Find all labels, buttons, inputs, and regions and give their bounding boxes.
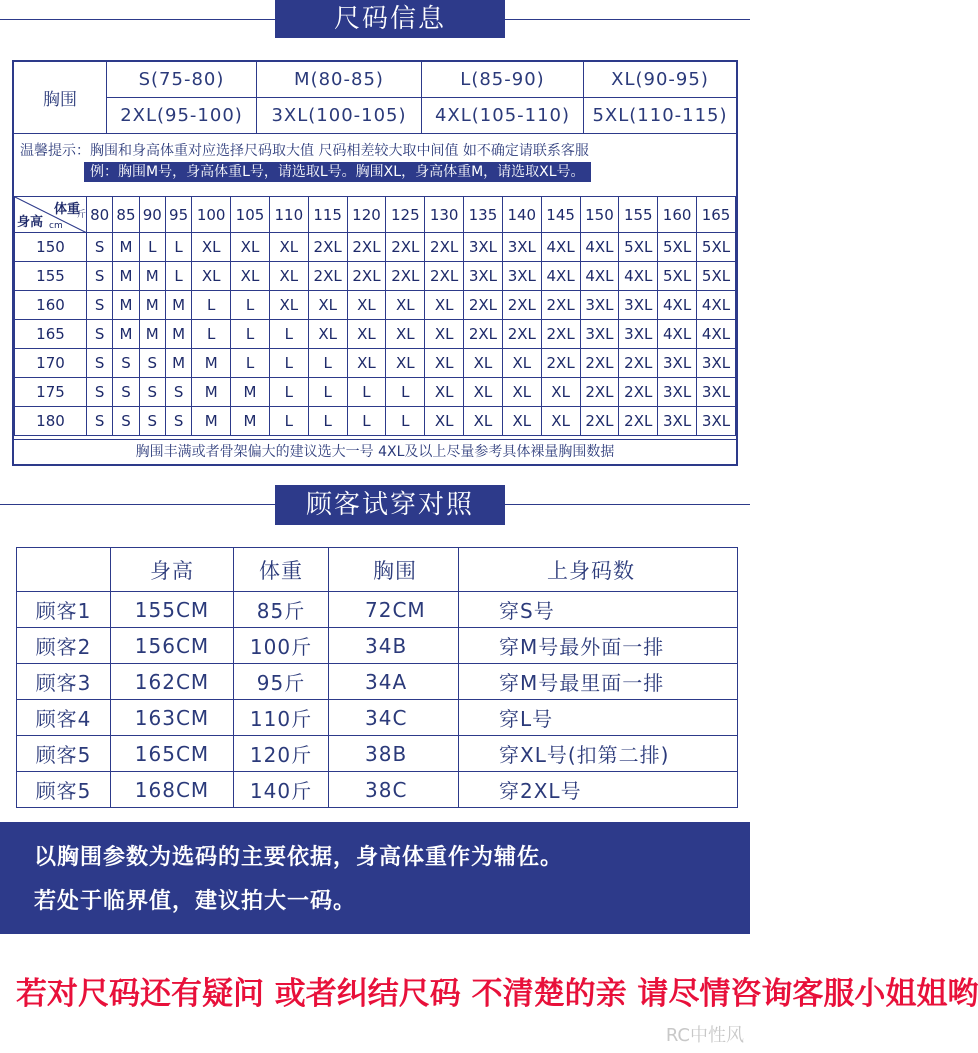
- size-cell: 2XL: [580, 407, 619, 436]
- size-cell: L: [165, 233, 191, 262]
- customer-cell: 穿XL号(扣第二排): [459, 736, 738, 772]
- customer-cell: 38B: [329, 736, 459, 772]
- size-cell: XL: [464, 407, 503, 436]
- size-cell: S: [87, 291, 113, 320]
- size-cell: 3XL: [658, 349, 697, 378]
- size-cell: L: [231, 349, 270, 378]
- grid-row: [15, 407, 736, 436]
- grid-row: [15, 320, 736, 349]
- customer-column-header: 体重: [234, 548, 329, 592]
- size-cell: XL: [502, 407, 541, 436]
- size-cell: 4XL: [580, 233, 619, 262]
- grid-row: [15, 291, 736, 320]
- size-cell: 3XL: [658, 378, 697, 407]
- size-cell: 3XL: [697, 407, 736, 436]
- size-cell: 4XL: [541, 233, 580, 262]
- customer-column-header: 胸围: [329, 548, 459, 592]
- customer-cell: 穿S号: [459, 592, 738, 628]
- weight-column-header: 80: [87, 197, 113, 233]
- size-cell: M: [165, 291, 191, 320]
- bust-size-range: S(75-80): [107, 62, 257, 98]
- customer-cell: 顾客4: [17, 700, 111, 736]
- height-axis-label: 身高: [17, 215, 44, 230]
- size-cell: L: [269, 320, 308, 349]
- size-cell: M: [113, 262, 139, 291]
- size-cell: XL: [269, 262, 308, 291]
- size-cell: XL: [231, 262, 270, 291]
- size-cell: L: [231, 291, 270, 320]
- size-cell: 2XL: [464, 320, 503, 349]
- customer-cell: 110斤: [234, 700, 329, 736]
- size-cell: 2XL: [308, 233, 347, 262]
- size-cell: XL: [425, 291, 464, 320]
- customer-cell: 155CM: [111, 592, 234, 628]
- height-unit: cm: [49, 221, 63, 231]
- weight-column-header: 155: [619, 197, 658, 233]
- size-cell: S: [87, 407, 113, 436]
- customer-cell: 140斤: [234, 772, 329, 808]
- size-cell: 3XL: [619, 291, 658, 320]
- customer-row: [17, 736, 738, 772]
- size-cell: XL: [269, 291, 308, 320]
- customer-row: [17, 772, 738, 808]
- size-cell: S: [87, 233, 113, 262]
- grid-row: [15, 233, 736, 262]
- size-cell: L: [269, 378, 308, 407]
- customer-row: [17, 700, 738, 736]
- weight-column-header: 120: [347, 197, 386, 233]
- customer-cell: 穿2XL号: [459, 772, 738, 808]
- size-cell: XL: [425, 407, 464, 436]
- size-cell: M: [231, 407, 270, 436]
- size-cell: S: [165, 407, 191, 436]
- customer-cell: 顾客5: [17, 736, 111, 772]
- size-cell: S: [87, 320, 113, 349]
- size-cell: M: [139, 291, 165, 320]
- customer-column-header: 身高: [111, 548, 234, 592]
- customer-cell: 163CM: [111, 700, 234, 736]
- size-cell: 2XL: [580, 378, 619, 407]
- size-cell: S: [87, 262, 113, 291]
- customer-cell: 72CM: [329, 592, 459, 628]
- customer-cell: 85斤: [234, 592, 329, 628]
- weight-column-header: 160: [658, 197, 697, 233]
- size-cell: L: [192, 291, 231, 320]
- size-cell: 4XL: [658, 320, 697, 349]
- customer-table: [16, 547, 738, 808]
- size-cell: XL: [386, 291, 425, 320]
- bust-size-range: XL(90-95): [584, 62, 736, 98]
- size-cell: XL: [386, 320, 425, 349]
- size-cell: 4XL: [541, 262, 580, 291]
- size-cell: XL: [308, 291, 347, 320]
- size-cell: 3XL: [580, 320, 619, 349]
- grid-body: [15, 233, 736, 436]
- size-cell: XL: [231, 233, 270, 262]
- customer-column-header: [17, 548, 111, 592]
- grid-row: [15, 349, 736, 378]
- size-cell: 4XL: [658, 291, 697, 320]
- customer-cell: 顾客1: [17, 592, 111, 628]
- size-cell: S: [87, 349, 113, 378]
- watermark: RC中性风: [665, 1025, 744, 1046]
- size-cell: 2XL: [619, 378, 658, 407]
- banner-line-2: 若处于临界值，建议拍大一码。: [34, 889, 357, 914]
- size-cell: 4XL: [619, 262, 658, 291]
- size-cell: XL: [386, 349, 425, 378]
- size-cell: 5XL: [697, 233, 736, 262]
- size-cell: XL: [425, 320, 464, 349]
- size-cell: 2XL: [502, 320, 541, 349]
- size-cell: XL: [541, 407, 580, 436]
- size-cell: 3XL: [658, 407, 697, 436]
- size-cell: L: [139, 233, 165, 262]
- grid-header-row: [15, 197, 736, 233]
- size-cell: 2XL: [619, 407, 658, 436]
- size-cell: XL: [192, 233, 231, 262]
- size-cell: S: [165, 378, 191, 407]
- size-cell: 4XL: [697, 320, 736, 349]
- size-cell: M: [192, 407, 231, 436]
- customer-cell: 34B: [329, 628, 459, 664]
- size-cell: L: [269, 349, 308, 378]
- size-cell: 2XL: [541, 349, 580, 378]
- size-cell: M: [113, 320, 139, 349]
- size-cell: 2XL: [347, 262, 386, 291]
- size-cell: XL: [425, 349, 464, 378]
- size-cell: XL: [502, 378, 541, 407]
- size-cell: 5XL: [619, 233, 658, 262]
- banner-line-1: 以胸围参数为选码的主要依据，身高体重作为辅佐。: [34, 845, 564, 870]
- customer-body: [17, 592, 738, 808]
- size-cell: 5XL: [697, 262, 736, 291]
- grid-corner: [15, 197, 87, 233]
- size-cell: L: [386, 378, 425, 407]
- size-cell: M: [231, 378, 270, 407]
- customer-cell: 38C: [329, 772, 459, 808]
- size-cell: 4XL: [580, 262, 619, 291]
- size-cell: L: [269, 407, 308, 436]
- size-cell: 3XL: [464, 262, 503, 291]
- customer-cell: 穿M号最外面一排: [459, 628, 738, 664]
- size-cell: S: [113, 378, 139, 407]
- grid-note: 胸围丰满或者骨架偏大的建议选大一号 4XL及以上尽量参考具体裸量胸围数据: [14, 439, 736, 464]
- bust-label: 胸围: [14, 62, 107, 134]
- size-cell: L: [165, 262, 191, 291]
- customer-cell: 156CM: [111, 628, 234, 664]
- size-info-box: [12, 60, 738, 466]
- size-cell: M: [165, 349, 191, 378]
- size-cell: 5XL: [658, 262, 697, 291]
- weight-column-header: 140: [502, 197, 541, 233]
- contact-service-note: 若对尺码还有疑问 或者纠结尺码 不清楚的亲 请尽情咨询客服小姐姐哟: [16, 976, 978, 1012]
- weight-column-header: 130: [425, 197, 464, 233]
- size-cell: 3XL: [697, 378, 736, 407]
- weight-column-header: 145: [541, 197, 580, 233]
- size-cell: M: [192, 349, 231, 378]
- weight-column-header: 105: [231, 197, 270, 233]
- customer-cell: 120斤: [234, 736, 329, 772]
- weight-column-header: 110: [269, 197, 308, 233]
- customer-cell: 顾客5: [17, 772, 111, 808]
- size-cell: XL: [347, 291, 386, 320]
- size-cell: 5XL: [658, 233, 697, 262]
- grid-row: [15, 378, 736, 407]
- size-cell: L: [231, 320, 270, 349]
- customer-row: [17, 664, 738, 700]
- size-info-header: [0, 0, 750, 40]
- size-cell: 2XL: [502, 291, 541, 320]
- size-cell: 2XL: [541, 291, 580, 320]
- size-cell: S: [139, 378, 165, 407]
- size-cell: L: [192, 320, 231, 349]
- height-row-header: 165: [15, 320, 87, 349]
- size-cell: L: [308, 378, 347, 407]
- size-cell: 3XL: [580, 291, 619, 320]
- size-cell: L: [308, 349, 347, 378]
- height-row-header: 180: [15, 407, 87, 436]
- customer-title: 顾客试穿对照: [275, 485, 505, 525]
- customer-cell: 穿L号: [459, 700, 738, 736]
- size-cell: 2XL: [386, 233, 425, 262]
- customer-cell: 95斤: [234, 664, 329, 700]
- customer-cell: 顾客2: [17, 628, 111, 664]
- customer-column-header: 上身码数: [459, 548, 738, 592]
- size-cell: L: [386, 407, 425, 436]
- customer-header-row: [17, 548, 738, 592]
- size-cell: XL: [541, 378, 580, 407]
- weight-axis-label: 体重: [53, 202, 80, 217]
- size-cell: XL: [464, 378, 503, 407]
- size-cell: S: [139, 407, 165, 436]
- size-cell: 3XL: [697, 349, 736, 378]
- size-grid: [14, 196, 736, 436]
- height-row-header: 160: [15, 291, 87, 320]
- grid-row: [15, 262, 736, 291]
- advice-banner: [0, 822, 750, 934]
- customer-cell: 168CM: [111, 772, 234, 808]
- bust-size-range: 3XL(100-105): [257, 98, 422, 134]
- bust-size-range: 4XL(105-110): [422, 98, 584, 134]
- customer-cell: 34C: [329, 700, 459, 736]
- size-cell: XL: [308, 320, 347, 349]
- height-row-header: 175: [15, 378, 87, 407]
- weight-column-header: 100: [192, 197, 231, 233]
- customer-cell: 穿M号最里面一排: [459, 664, 738, 700]
- weight-column-header: 85: [113, 197, 139, 233]
- size-cell: M: [113, 291, 139, 320]
- tip-line-2: 例：胸围M号，身高体重L号，请选取L号。胸围XL，身高体重M，请选取XL号。: [84, 162, 591, 182]
- customer-cell: 165CM: [111, 736, 234, 772]
- weight-column-header: 115: [308, 197, 347, 233]
- size-cell: 2XL: [580, 349, 619, 378]
- size-cell: M: [139, 320, 165, 349]
- size-cell: 2XL: [425, 233, 464, 262]
- size-cell: 2XL: [308, 262, 347, 291]
- weight-column-header: 90: [139, 197, 165, 233]
- customer-row: [17, 628, 738, 664]
- size-cell: 3XL: [502, 262, 541, 291]
- bust-size-range: 5XL(110-115): [584, 98, 736, 134]
- size-cell: S: [87, 378, 113, 407]
- customer-header: [0, 485, 750, 525]
- size-cell: S: [139, 349, 165, 378]
- customer-cell: 顾客3: [17, 664, 111, 700]
- size-cell: M: [113, 233, 139, 262]
- size-cell: L: [308, 407, 347, 436]
- size-cell: XL: [347, 320, 386, 349]
- size-cell: XL: [464, 349, 503, 378]
- size-cell: S: [113, 349, 139, 378]
- weight-column-header: 150: [580, 197, 619, 233]
- height-row-header: 150: [15, 233, 87, 262]
- size-cell: XL: [347, 349, 386, 378]
- size-cell: 2XL: [425, 262, 464, 291]
- size-cell: M: [192, 378, 231, 407]
- height-row-header: 155: [15, 262, 87, 291]
- height-row-header: 170: [15, 349, 87, 378]
- size-cell: M: [139, 262, 165, 291]
- size-cell: 2XL: [541, 320, 580, 349]
- bust-size-range: L(85-90): [422, 62, 584, 98]
- size-cell: 3XL: [619, 320, 658, 349]
- weight-column-header: 165: [697, 197, 736, 233]
- size-cell: 2XL: [464, 291, 503, 320]
- size-cell: 2XL: [619, 349, 658, 378]
- size-cell: 2XL: [347, 233, 386, 262]
- size-cell: 4XL: [697, 291, 736, 320]
- size-cell: 3XL: [502, 233, 541, 262]
- weight-unit: 斤: [76, 210, 86, 220]
- weight-column-header: 135: [464, 197, 503, 233]
- tip-line-1: 温馨提示：胸围和身高体重对应选择尺码取大值 尺码相差较大取中间值 如不确定请联系客服: [20, 143, 589, 159]
- size-cell: L: [347, 407, 386, 436]
- customer-row: [17, 592, 738, 628]
- bust-size-range: 2XL(95-100): [107, 98, 257, 134]
- customer-cell: 34A: [329, 664, 459, 700]
- size-cell: L: [347, 378, 386, 407]
- size-cell: S: [113, 407, 139, 436]
- size-info-title: 尺码信息: [275, 0, 505, 38]
- size-cell: 3XL: [464, 233, 503, 262]
- customer-cell: 162CM: [111, 664, 234, 700]
- size-cell: XL: [425, 378, 464, 407]
- customer-cell: 100斤: [234, 628, 329, 664]
- weight-column-header: 95: [165, 197, 191, 233]
- weight-column-header: 125: [386, 197, 425, 233]
- size-cell: XL: [269, 233, 308, 262]
- size-cell: XL: [192, 262, 231, 291]
- bust-size-range: M(80-85): [257, 62, 422, 98]
- size-cell: M: [165, 320, 191, 349]
- size-cell: 2XL: [386, 262, 425, 291]
- size-cell: XL: [502, 349, 541, 378]
